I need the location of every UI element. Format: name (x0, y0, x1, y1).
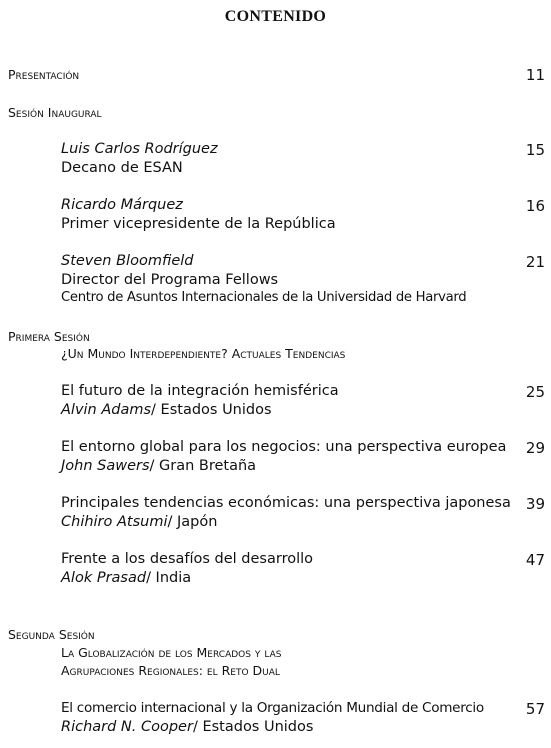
author-name: Alok Prasad (61, 570, 147, 586)
page-title: CONTENIDO (224, 8, 327, 25)
author-name: Chihiro Atsumi (61, 514, 168, 530)
entry-title: Principales tendencias económicas: una perspectiva japonesa (61, 495, 511, 511)
page-number: 25 (525, 383, 545, 401)
author-country: / Gran Bretaña (149, 458, 257, 474)
section-presentacion: Presentación (8, 67, 80, 82)
session-subtitle: Agrupaciones Regionales: el Reto Dual (61, 663, 280, 678)
entry-author-line (61, 458, 256, 474)
author-name: John Sawers (61, 458, 150, 474)
section-sesion-inaugural: Sesión Inaugural (8, 105, 102, 120)
page-number: 39 (525, 495, 545, 513)
entry-author-line (61, 402, 272, 418)
speaker-role: Decano de ESAN (61, 160, 183, 176)
author-country: / India (146, 570, 192, 586)
speaker-role: Director del Programa Fellows (61, 272, 279, 288)
page-number: 47 (525, 551, 545, 569)
page-number: 16 (525, 197, 545, 215)
author-country: / Japón (167, 514, 218, 530)
author-name: Alvin Adams (61, 402, 152, 418)
section-segunda-sesion: Segunda Sesión (8, 627, 95, 642)
session-subtitle: La Globalización de los Mercados y las (61, 645, 282, 660)
entry-title: El futuro de la integración hemisférica (61, 383, 339, 399)
page-number: 11 (525, 66, 545, 84)
entry-author-line (61, 514, 217, 530)
speaker-name: Steven Bloomfield (61, 253, 194, 269)
speaker-name: Ricardo Márquez (61, 197, 183, 213)
author-name: Richard N. Cooper (61, 719, 193, 735)
speaker-name: Luis Carlos Rodríguez (61, 141, 218, 157)
page-number: 15 (525, 141, 545, 159)
section-primera-sesion: Primera Sesión (8, 329, 90, 344)
author-country: / Estados Unidos (192, 719, 314, 735)
speaker-role: Primer vicepresidente de la República (61, 216, 336, 232)
author-country: / Estados Unidos (151, 402, 272, 418)
page-number: 21 (525, 253, 545, 271)
entry-title: Frente a los desafíos del desarrollo (61, 551, 314, 567)
page-number: 57 (525, 700, 545, 718)
speaker-role: Centro de Asuntos Internacionales de la Universidad de Harvard (61, 290, 467, 305)
entry-title: El entorno global para los negocios: una perspectiva europea (61, 439, 507, 455)
entry-title: El comercio internacional y la Organización Mundial de Comercio (61, 700, 484, 716)
entry-author-line (61, 719, 313, 735)
entry-author-line (61, 570, 191, 586)
page-number: 29 (525, 439, 545, 457)
session-subtitle: ¿Un Mundo Interdependiente? Actuales Tendencias (61, 346, 346, 361)
